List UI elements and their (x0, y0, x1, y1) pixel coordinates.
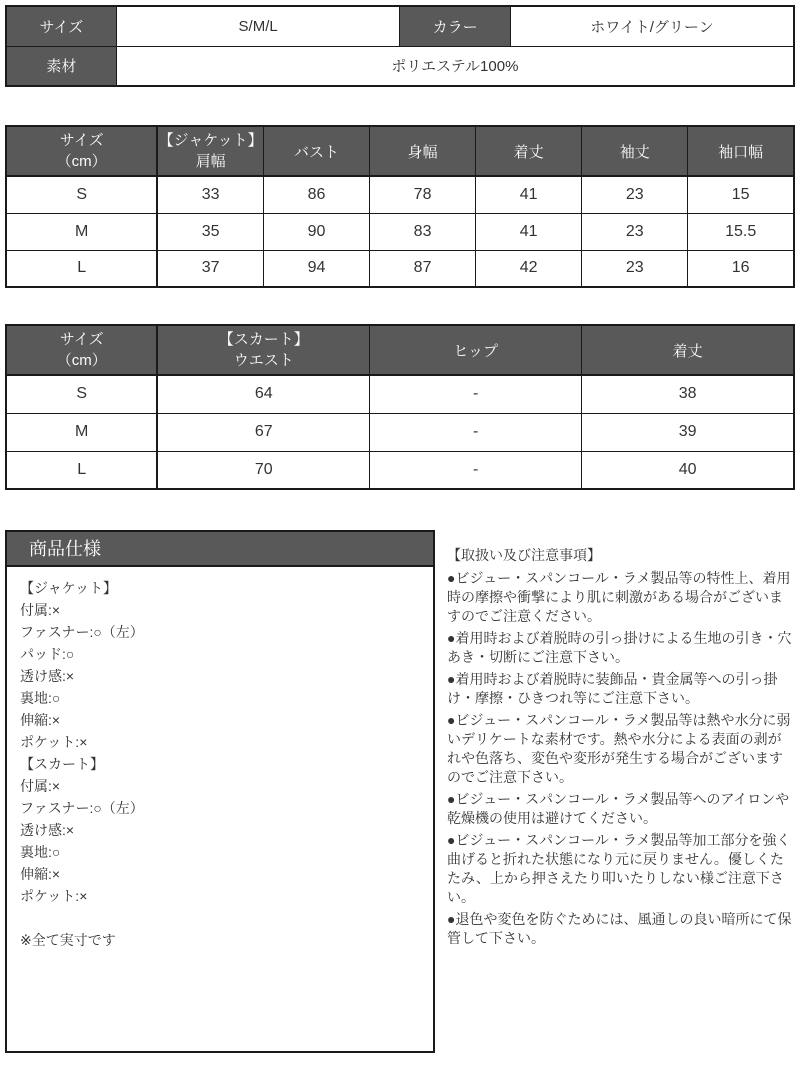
handling-note-item: ●ビジュー・スパンコール・ラメ製品等の特性上、着用時の摩擦や衝撃により肌に刺激がある場合がございますのでご注意ください。 (447, 570, 791, 624)
size-value-cell: S/M/L (116, 6, 400, 46)
product-spec-box (5, 530, 435, 1053)
spec-line: ファスナー:○（左） (20, 800, 144, 816)
table-cell: 41 (476, 176, 582, 213)
table-cell: 94 (263, 250, 369, 287)
table-row-s (6, 375, 794, 413)
spec-line: 伸縮:× (20, 866, 61, 882)
table-cell: 87 (370, 250, 476, 287)
spec-line: 透け感:× (20, 822, 75, 838)
handling-note-item: ●退色や変色を防ぐためには、風通しの良い暗所にて保管して下さい。 (447, 911, 792, 946)
table-cell: 15.5 (688, 213, 794, 250)
table-cell: S (6, 176, 157, 213)
table-cell: S (6, 375, 157, 413)
table-cell: 40 (582, 451, 794, 489)
table-cell: 70 (157, 451, 369, 489)
table-cell: L (6, 451, 157, 489)
header-length: 着丈 (582, 325, 794, 375)
table-header-row (6, 126, 794, 176)
header-sleeve-length: 袖丈 (582, 126, 688, 176)
table-cell: 78 (370, 176, 476, 213)
table-cell: - (370, 375, 582, 413)
table-cell: 64 (157, 375, 369, 413)
header-cuff-width: 袖口幅 (688, 126, 794, 176)
handling-notes (447, 530, 793, 951)
table-cell: 35 (157, 213, 263, 250)
handling-notes-title: 【取扱い及び注意事項】 (447, 547, 601, 563)
bottom-section (5, 530, 795, 1053)
color-value-cell: ホワイト/グリーン (510, 6, 794, 46)
table-cell: 67 (157, 413, 369, 451)
handling-note-item: ●ビジュー・スパンコール・ラメ製品等へのアイロンや乾燥機の使用は避けてください。 (447, 791, 790, 826)
header-length: 着丈 (476, 126, 582, 176)
table-row-l (6, 451, 794, 489)
handling-note-item: ●着用時および着脱時の引っ掛けによる生地の引き・穴あき・切断にご注意下さい。 (447, 630, 792, 665)
header-skirt-waist: 【スカート】 ウエスト (157, 325, 369, 375)
table-row-l (6, 250, 794, 287)
spec-line: 付属:× (20, 602, 61, 618)
header-hip: ヒップ (370, 325, 582, 375)
table-row-m (6, 213, 794, 250)
size-color-material-table (5, 5, 795, 87)
spec-line: 付属:× (20, 778, 61, 794)
table-row (6, 46, 794, 86)
table-cell: M (6, 213, 157, 250)
material-label-cell: 素材 (6, 46, 116, 86)
table-cell: 83 (370, 213, 476, 250)
handling-note-item: ●着用時および着脱時に装飾品・貴金属等への引っ掛け・摩擦・ひきつれ等にご注意下さい。 (447, 671, 778, 706)
table-cell: 86 (263, 176, 369, 213)
table-cell: 16 (688, 250, 794, 287)
spec-line: 透け感:× (20, 668, 75, 684)
table-cell: M (6, 413, 157, 451)
handling-note-item: ●ビジュー・スパンコール・ラメ製品等加工部分を強く曲げると折れた状態になり元に戻りません。優しくたたみ、上から押さえたり叩いたりしない様ご注意下さい。 (447, 832, 791, 905)
table-cell: L (6, 250, 157, 287)
spec-line: 【ジャケット】 (20, 580, 118, 596)
table-row-s (6, 176, 794, 213)
spec-line: ファスナー:○（左） (20, 624, 144, 640)
spec-line: 伸縮:× (20, 712, 61, 728)
table-cell: - (370, 413, 582, 451)
table-cell: 23 (582, 250, 688, 287)
size-label-cell: サイズ (6, 6, 116, 46)
table-cell: 15 (688, 176, 794, 213)
table-cell: 38 (582, 375, 794, 413)
spec-box-body (7, 567, 433, 1051)
spec-line: ポケット:× (20, 888, 88, 904)
color-label-cell: カラー (400, 6, 510, 46)
table-cell: 39 (582, 413, 794, 451)
table-row-m (6, 413, 794, 451)
material-value-cell: ポリエステル100% (116, 46, 794, 86)
header-jacket-shoulder: 【ジャケット】 肩幅 (157, 126, 263, 176)
spec-line: 裏地:○ (20, 690, 61, 706)
table-cell: 23 (582, 213, 688, 250)
table-cell: 90 (263, 213, 369, 250)
header-body-width: 身幅 (370, 126, 476, 176)
handling-note-item: ●ビジュー・スパンコール・ラメ製品等は熱や水分に弱いデリケートな素材です。熱や水分による表面の剥がれや色落ち、変色や変形が発生する場合がございますのでご注意下さい。 (447, 712, 791, 785)
table-cell: - (370, 451, 582, 489)
skirt-measurements-table (5, 324, 795, 490)
table-cell: 41 (476, 213, 582, 250)
header-size-cm: サイズ （cm） (6, 126, 157, 176)
table-cell: 33 (157, 176, 263, 213)
header-size-cm: サイズ （cm） (6, 325, 157, 375)
spec-line: パッド:○ (20, 646, 75, 662)
table-row (6, 6, 794, 46)
table-cell: 23 (582, 176, 688, 213)
table-header-row (6, 325, 794, 375)
spec-line: ポケット:× (20, 734, 88, 750)
jacket-measurements-table (5, 125, 795, 288)
spec-box-title: 商品仕様 (7, 532, 433, 567)
actual-measurement-note: ※全て実寸です (20, 932, 116, 948)
table-cell: 42 (476, 250, 582, 287)
spec-line: 裏地:○ (20, 844, 61, 860)
header-bust: バスト (263, 126, 369, 176)
table-cell: 37 (157, 250, 263, 287)
spec-line: 【スカート】 (20, 756, 104, 772)
